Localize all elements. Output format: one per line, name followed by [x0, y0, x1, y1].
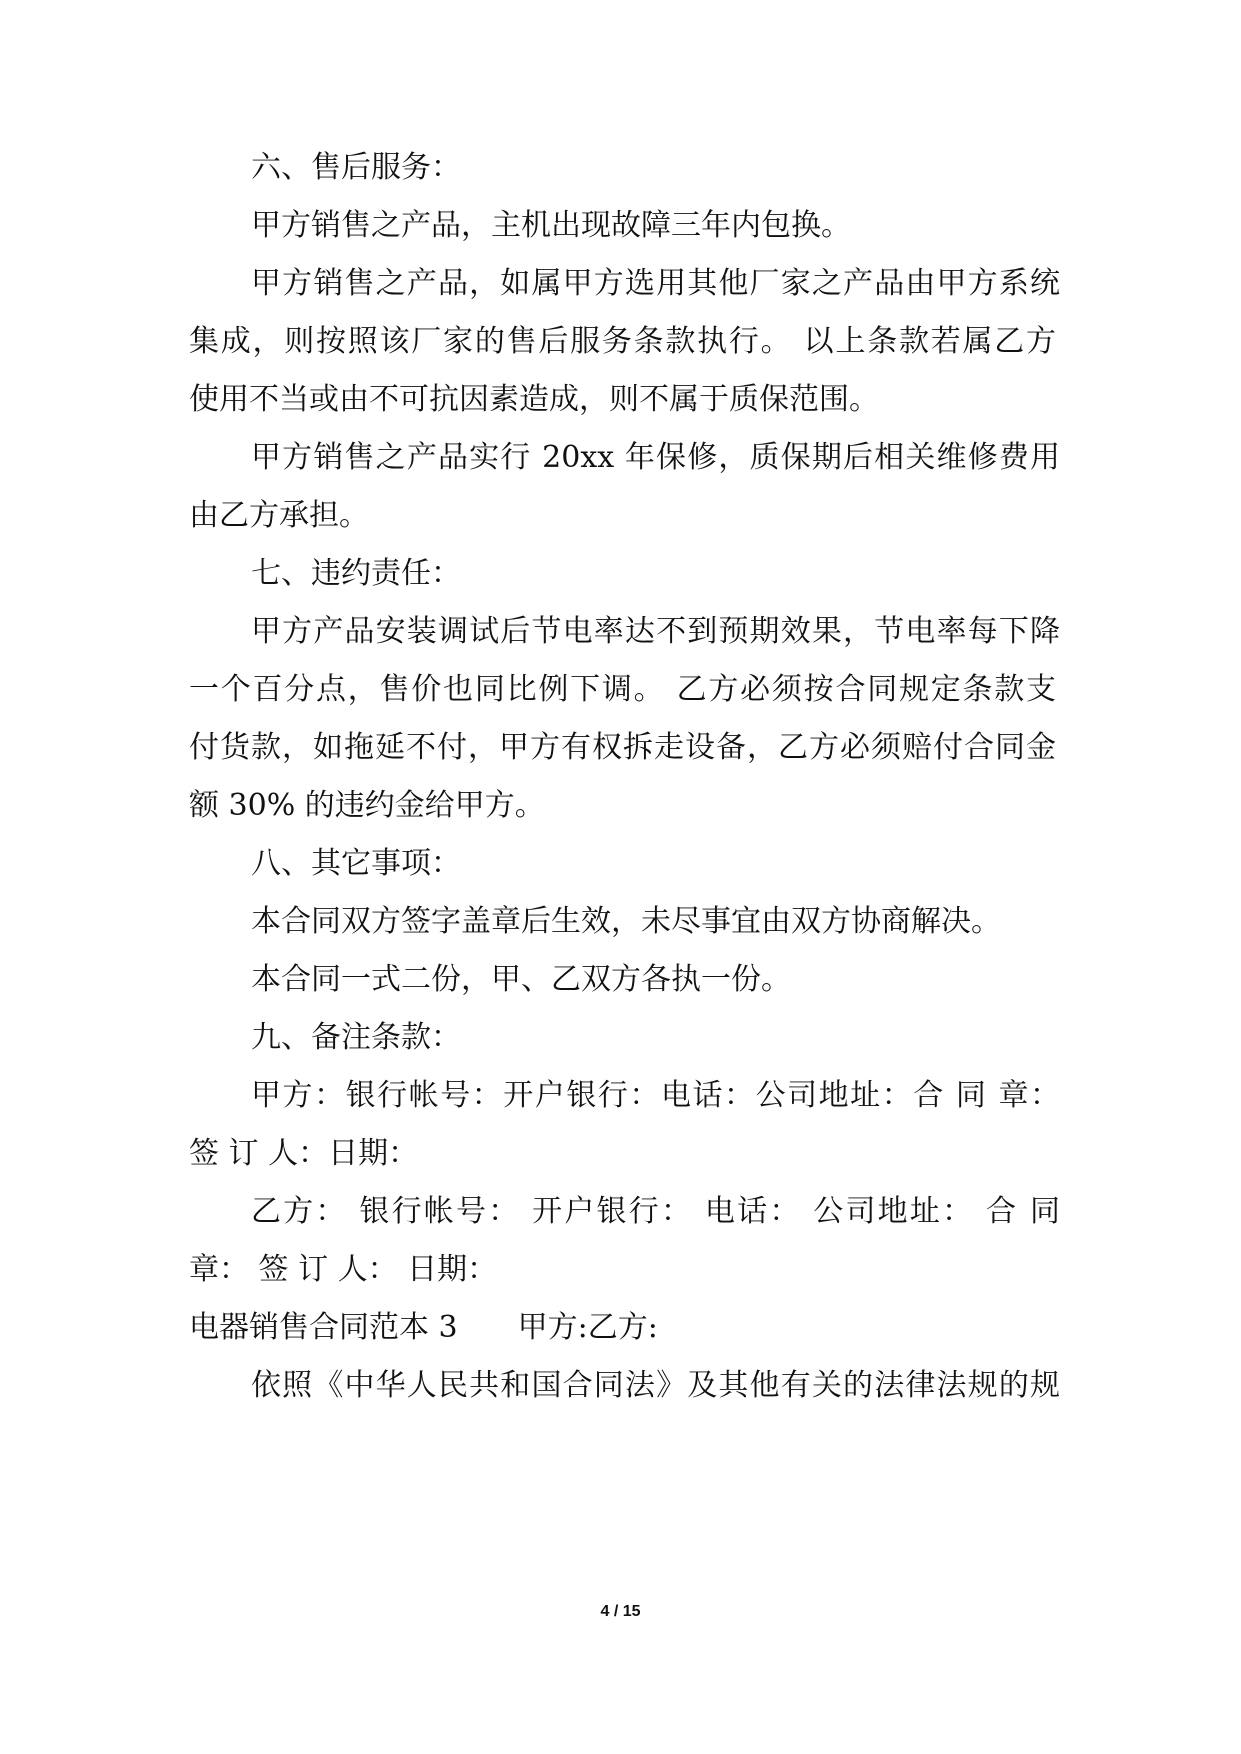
party-b-signature-line: 章： 签 订 人： 日期： [189, 1252, 498, 1287]
paragraph-line: 一个百分点，售价也同比例下调。 乙方必须按合同规定条款支 [189, 672, 1056, 707]
paragraph-line: 使用不当或由不可抗因素造成，则不属于质保范围。 [189, 382, 879, 417]
party-b-info-line: 乙方： 银行帐号： 开户银行： 电话： 公司地址： 合 同 [251, 1194, 1060, 1229]
paragraph-line: 额 30% 的违约金给甲方。 [189, 788, 545, 823]
paragraph-line: 甲方销售之产品，主机出现故障三年内包换。 [251, 208, 851, 243]
paragraph-line: 由乙方承担。 [189, 498, 369, 533]
paragraph-line: 本合同一式二份，甲、乙双方各执一份。 [251, 962, 791, 997]
paragraph-line: 甲方产品安装调试后节电率达不到预期效果，节电率每下降 [251, 614, 1060, 649]
paragraph-line: 依照《中华人民共和国合同法》及其他有关的法律法规的规 [251, 1368, 1060, 1403]
page-number: 4 / 15 [600, 1603, 641, 1620]
party-a-signature-line: 签 订 人：日期： [189, 1136, 419, 1171]
heading-remarks: 九、备注条款： [251, 1020, 461, 1055]
paragraph-line: 本合同双方签字盖章后生效，未尽事宜由双方协商解决。 [251, 904, 1001, 939]
paragraph-line: 付货款，如拖延不付，甲方有权拆走设备，乙方必须赔付合同金 [189, 730, 1056, 765]
paragraph-line: 甲方销售之产品实行 20xx 年保修，质保期后相关维修费用 [251, 440, 1060, 475]
paragraph-line: 集成，则按照该厂家的售后服务条款执行。 以上条款若属乙方 [189, 324, 1056, 359]
section-title-template-3: 电器销售合同范本 3 甲方:乙方: [189, 1310, 658, 1345]
party-a-info-line: 甲方：银行帐号：开户银行：电话：公司地址：合 同 章： [251, 1078, 1060, 1113]
paragraph-line: 甲方销售之产品，如属甲方选用其他厂家之产品由甲方系统 [251, 266, 1060, 301]
heading-other-matters: 八、其它事项： [251, 846, 461, 881]
heading-after-sales: 六、售后服务： [251, 150, 461, 185]
heading-breach-liability: 七、违约责任： [251, 556, 461, 591]
